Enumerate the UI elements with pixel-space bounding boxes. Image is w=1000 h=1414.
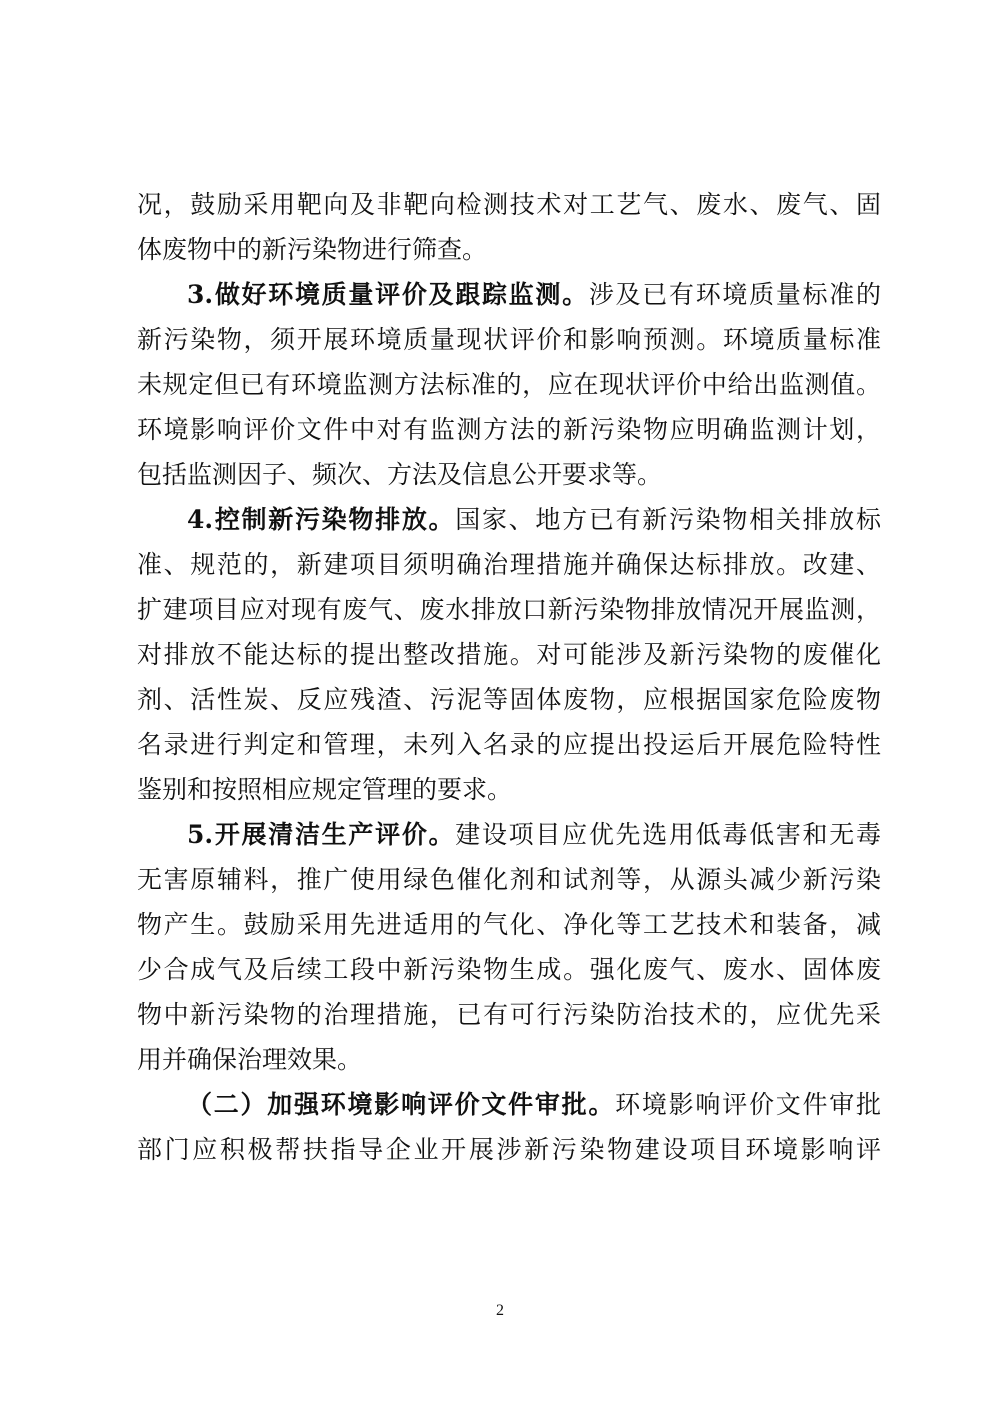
text-line: 环境影响评价文件中对有监测方法的新污染物应明确监测计划， [137, 415, 881, 444]
text-line: 物中新污染物的治理措施，已有可行污染防治技术的，应优先采 [137, 1000, 881, 1029]
section-text: 环境影响评价文件审批 [615, 1090, 881, 1119]
text-line: 物产生。鼓励采用先进适用的气化、净化等工艺技术和装备，减 [137, 910, 881, 939]
section-text: 建设项目应优先选用低毒低害和无毒 [455, 820, 881, 849]
text-line: 未规定但已有环境监测方法标准的，应在现状评价中给出监测值。 [137, 370, 881, 399]
text-line: 少合成气及后续工段中新污染物生成。强化废气、废水、固体废 [137, 955, 881, 984]
text-line: 体废物中的新污染物进行筛查。 [137, 235, 488, 264]
text-line: 况，鼓励采用靶向及非靶向检测技术对工艺气、废水、废气、固 [137, 190, 881, 219]
section-heading-line [137, 497, 881, 542]
text-line: 部门应积极帮扶指导企业开展涉新污染物建设项目环境影响评 [137, 1135, 881, 1164]
text-line: 名录进行判定和管理，未列入名录的应提出投运后开展危险特性 [137, 730, 881, 759]
text-line: 准、规范的，新建项目须明确治理措施并确保达标排放。改建、 [137, 550, 881, 579]
section-heading-line [137, 812, 881, 857]
section-heading-line [137, 272, 881, 317]
page-number: 2 [496, 1302, 504, 1319]
text-line: 对排放不能达标的提出整改措施。对可能涉及新污染物的废催化 [137, 640, 881, 669]
section-lead-3: 3.做好环境质量评价及跟踪监测。 [187, 280, 589, 309]
document-body [137, 182, 881, 1172]
section-heading-line [137, 1082, 881, 1127]
text-line: 用并确保治理效果。 [137, 1045, 363, 1074]
section-text: 涉及已有环境质量标准的 [588, 280, 881, 309]
text-line: 无害原辅料，推广使用绿色催化剂和试剂等，从源头减少新污染 [137, 865, 881, 894]
text-line: 扩建项目应对现有废气、废水排放口新污染物排放情况开展监测， [137, 595, 881, 624]
section-lead-2: （二）加强环境影响评价文件审批。 [187, 1090, 616, 1119]
text-line: 新污染物，须开展环境质量现状评价和影响预测。环境质量标准 [137, 325, 881, 354]
text-line: 剂、活性炭、反应残渣、污泥等固体废物，应根据国家危险废物 [137, 685, 881, 714]
text-line: 鉴别和按照相应规定管理的要求。 [137, 775, 513, 804]
section-lead-5: 5.开展清洁生产评价。 [187, 820, 456, 849]
section-lead-4: 4.控制新污染物排放。 [187, 505, 456, 534]
text-line: 包括监测因子、频次、方法及信息公开要求等。 [137, 460, 663, 489]
section-text: 国家、地方已有新污染物相关排放标 [455, 505, 881, 534]
